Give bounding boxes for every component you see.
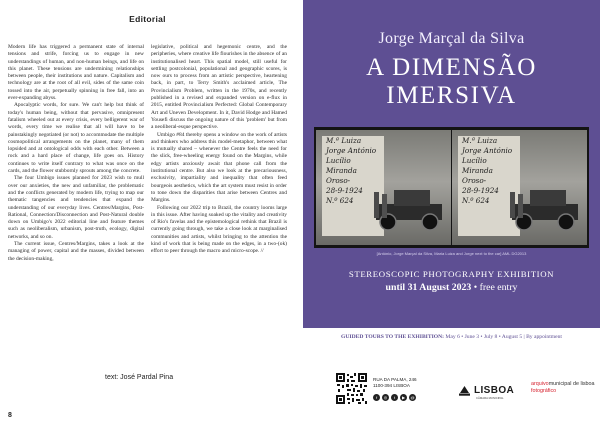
- lisboa-subtitle: CÂMARA MUNICIPAL: [476, 396, 504, 400]
- guided-tours-dates: May 6 • June 3 • July 8 • August 5 | By appointment: [444, 334, 562, 340]
- page-number: 8: [8, 412, 12, 419]
- youtube-icon[interactable]: ▶: [401, 395, 406, 400]
- editorial-column-left: [8, 44, 144, 263]
- social-links: [373, 394, 416, 401]
- stereoscopic-photo: [314, 127, 589, 248]
- gallery-address: RUA DA PALMA, 246 1100-394 LISBOA: [373, 377, 417, 388]
- vintage-car-icon: [372, 186, 450, 234]
- exhibition-dates: [303, 282, 600, 293]
- editorial-heading: Editorial: [129, 14, 166, 24]
- handwritten-note: M.ª Luiza Jorge António Lucílio Miranda Oroso- 28-9-1924 N.º 624: [458, 136, 520, 236]
- exhibition-title-line1: A DIMENSÃO: [366, 54, 537, 81]
- lisboa-crest-icon: [458, 384, 471, 397]
- paragraph: The four Umbigo issues planned for 2023 wish to mull over our anxieties, the new and unfamiliar, the problematic and the conflicts generated by modern life, trying to map our thematic tangencies and tendencies that expand the understanding of our everyday lives. Centres/Margins, Post-Rational, Connection/Disconnection and Post-Natural double down on Umbigo's 2022 editorial line and feature themes such as neoliberalism, urbanism, post-truth, ecology, digital networks, and so on.: [8, 175, 144, 240]
- closing-date: until 31 August 2023: [385, 282, 472, 293]
- exhibition-title: [303, 54, 600, 110]
- author-credit: text: José Pardal Pina: [105, 374, 174, 381]
- arquivo-fotografico: fotográfico: [531, 387, 557, 394]
- paragraph: Following our 2022 trip to Brazil, the country looms large in this issue. After having soaked up the vitality and creativity of Rio's favelas and the epistemological rethink that Brazil is currently going through, we take a close look at marginalised communities and artists, whilst bringing to the attention the kind of work that is being made on the edges, in a two-(ok) effort to peer through the macro and micro-scope. //: [151, 204, 287, 255]
- twitter-icon[interactable]: t: [391, 394, 398, 401]
- paragraph: The current issue, Centres/Margins, takes a look at the managing of power, capital and the masses, divided between the decision-making,: [8, 241, 144, 262]
- paragraph: legislative, political and hegemonic centre, and the peripheries, where creative life flourishes in the absence of an institutionalised heart. This spatial model, still useful for settling postcolonial, populational and geographic scores, is now ours to process from an artistic perspective, heartening back, in part, to Terry Smith's acclaimed article, The Provincialism Problem, written in the 1970s, and recently published in a revised and expanded version on e-flux in 2015, entitled Provincialism Perfected: Global Contemporary Art and Uneven Development. In it, David Hodge and Hamed Yousefi discuss the ongoing nature of this 'problem' but from a neoliberal-esque perspective.: [151, 44, 287, 131]
- facebook-icon[interactable]: f: [373, 394, 380, 401]
- stereo-photo-left: [316, 130, 451, 245]
- arquivo-word: arquivo: [531, 381, 549, 387]
- entry-info: • free entry: [471, 282, 518, 293]
- guided-tours-label: GUIDED TOURS TO THE EXHIBITION:: [341, 334, 445, 340]
- paragraph: Modern life has triggered a permanent state of internal tensions and strife, forcing us to engage in new understandings of human, and non-human beings, and life on this planet. These tensions are undermining relationships between people, their institutions and nature. Capitalism and technology are at the root of all evil, sides of the same coin tossed into the air, perpetually spinning in free fall, into an ever-expanding abyss.: [8, 44, 144, 102]
- paragraph: Umbigo #84 thereby opens a window on the work of artists and thinkers who address this model-metaphor, between what is mutually shared – whenever the Centre feels the need for the slick, free-wheeling energy found on the Margins, while edgy artists anxiously await that phone call from the institutional centre. But also we look at the precariousness, exclusivity, impartiality and inequality that often feed bourgeois aesthetics, which the art system must resist in order to tone down the disparities that arise between Centres and Margins.: [151, 131, 287, 204]
- editorial-column-right: [151, 44, 287, 256]
- lisboa-wordmark: LISBOA: [474, 385, 515, 396]
- email-icon[interactable]: @: [410, 395, 415, 400]
- exhibition-title-line2: IMERSIVA: [386, 82, 517, 109]
- arquivo-municipal: municipal de lisboa: [548, 381, 595, 387]
- exhibition-advert: [303, 0, 600, 426]
- stereo-photo-right: [452, 130, 587, 245]
- lisboa-logo: [458, 384, 515, 400]
- qr-code-icon[interactable]: [335, 372, 368, 405]
- vintage-car-icon: [508, 186, 586, 234]
- paragraph: Apocalyptic words, for sure. We can't help but think of today's human being, without that pervasive, omnipresent fatalism wheeled out at every crisis, every belligerent war of words, every time we realise that all will have to be painstakingly negotiated (or not) to accommodate the multiple cosmopolitical arrangements on the planet, many of them lopsided and at ontological odds with each other. Between a rock and a hard place of change, life goes on. History continues to write itself contrary to what was once on the cards, and the flower stubbornly sprouts among the concrete.: [8, 102, 144, 175]
- exhibition-type: STEREOSCOPIC PHOTOGRAPHY EXHIBITION: [348, 269, 555, 279]
- artist-name: Jorge Marçal da Silva: [378, 30, 525, 47]
- arquivo-logo: [531, 381, 600, 394]
- photo-caption: [António, Jorge Marçal da Silva, Maria Luiza and Jorge next to the car] AML DG2013: [376, 251, 527, 256]
- instagram-icon[interactable]: ◎: [383, 395, 388, 400]
- guided-tours: [303, 334, 600, 340]
- handwritten-note: M.ª Luiza Jorge António Lucílio Miranda Oroso- 28-9-1924 N.º 624: [322, 136, 384, 236]
- ad-purple-panel: [303, 0, 600, 328]
